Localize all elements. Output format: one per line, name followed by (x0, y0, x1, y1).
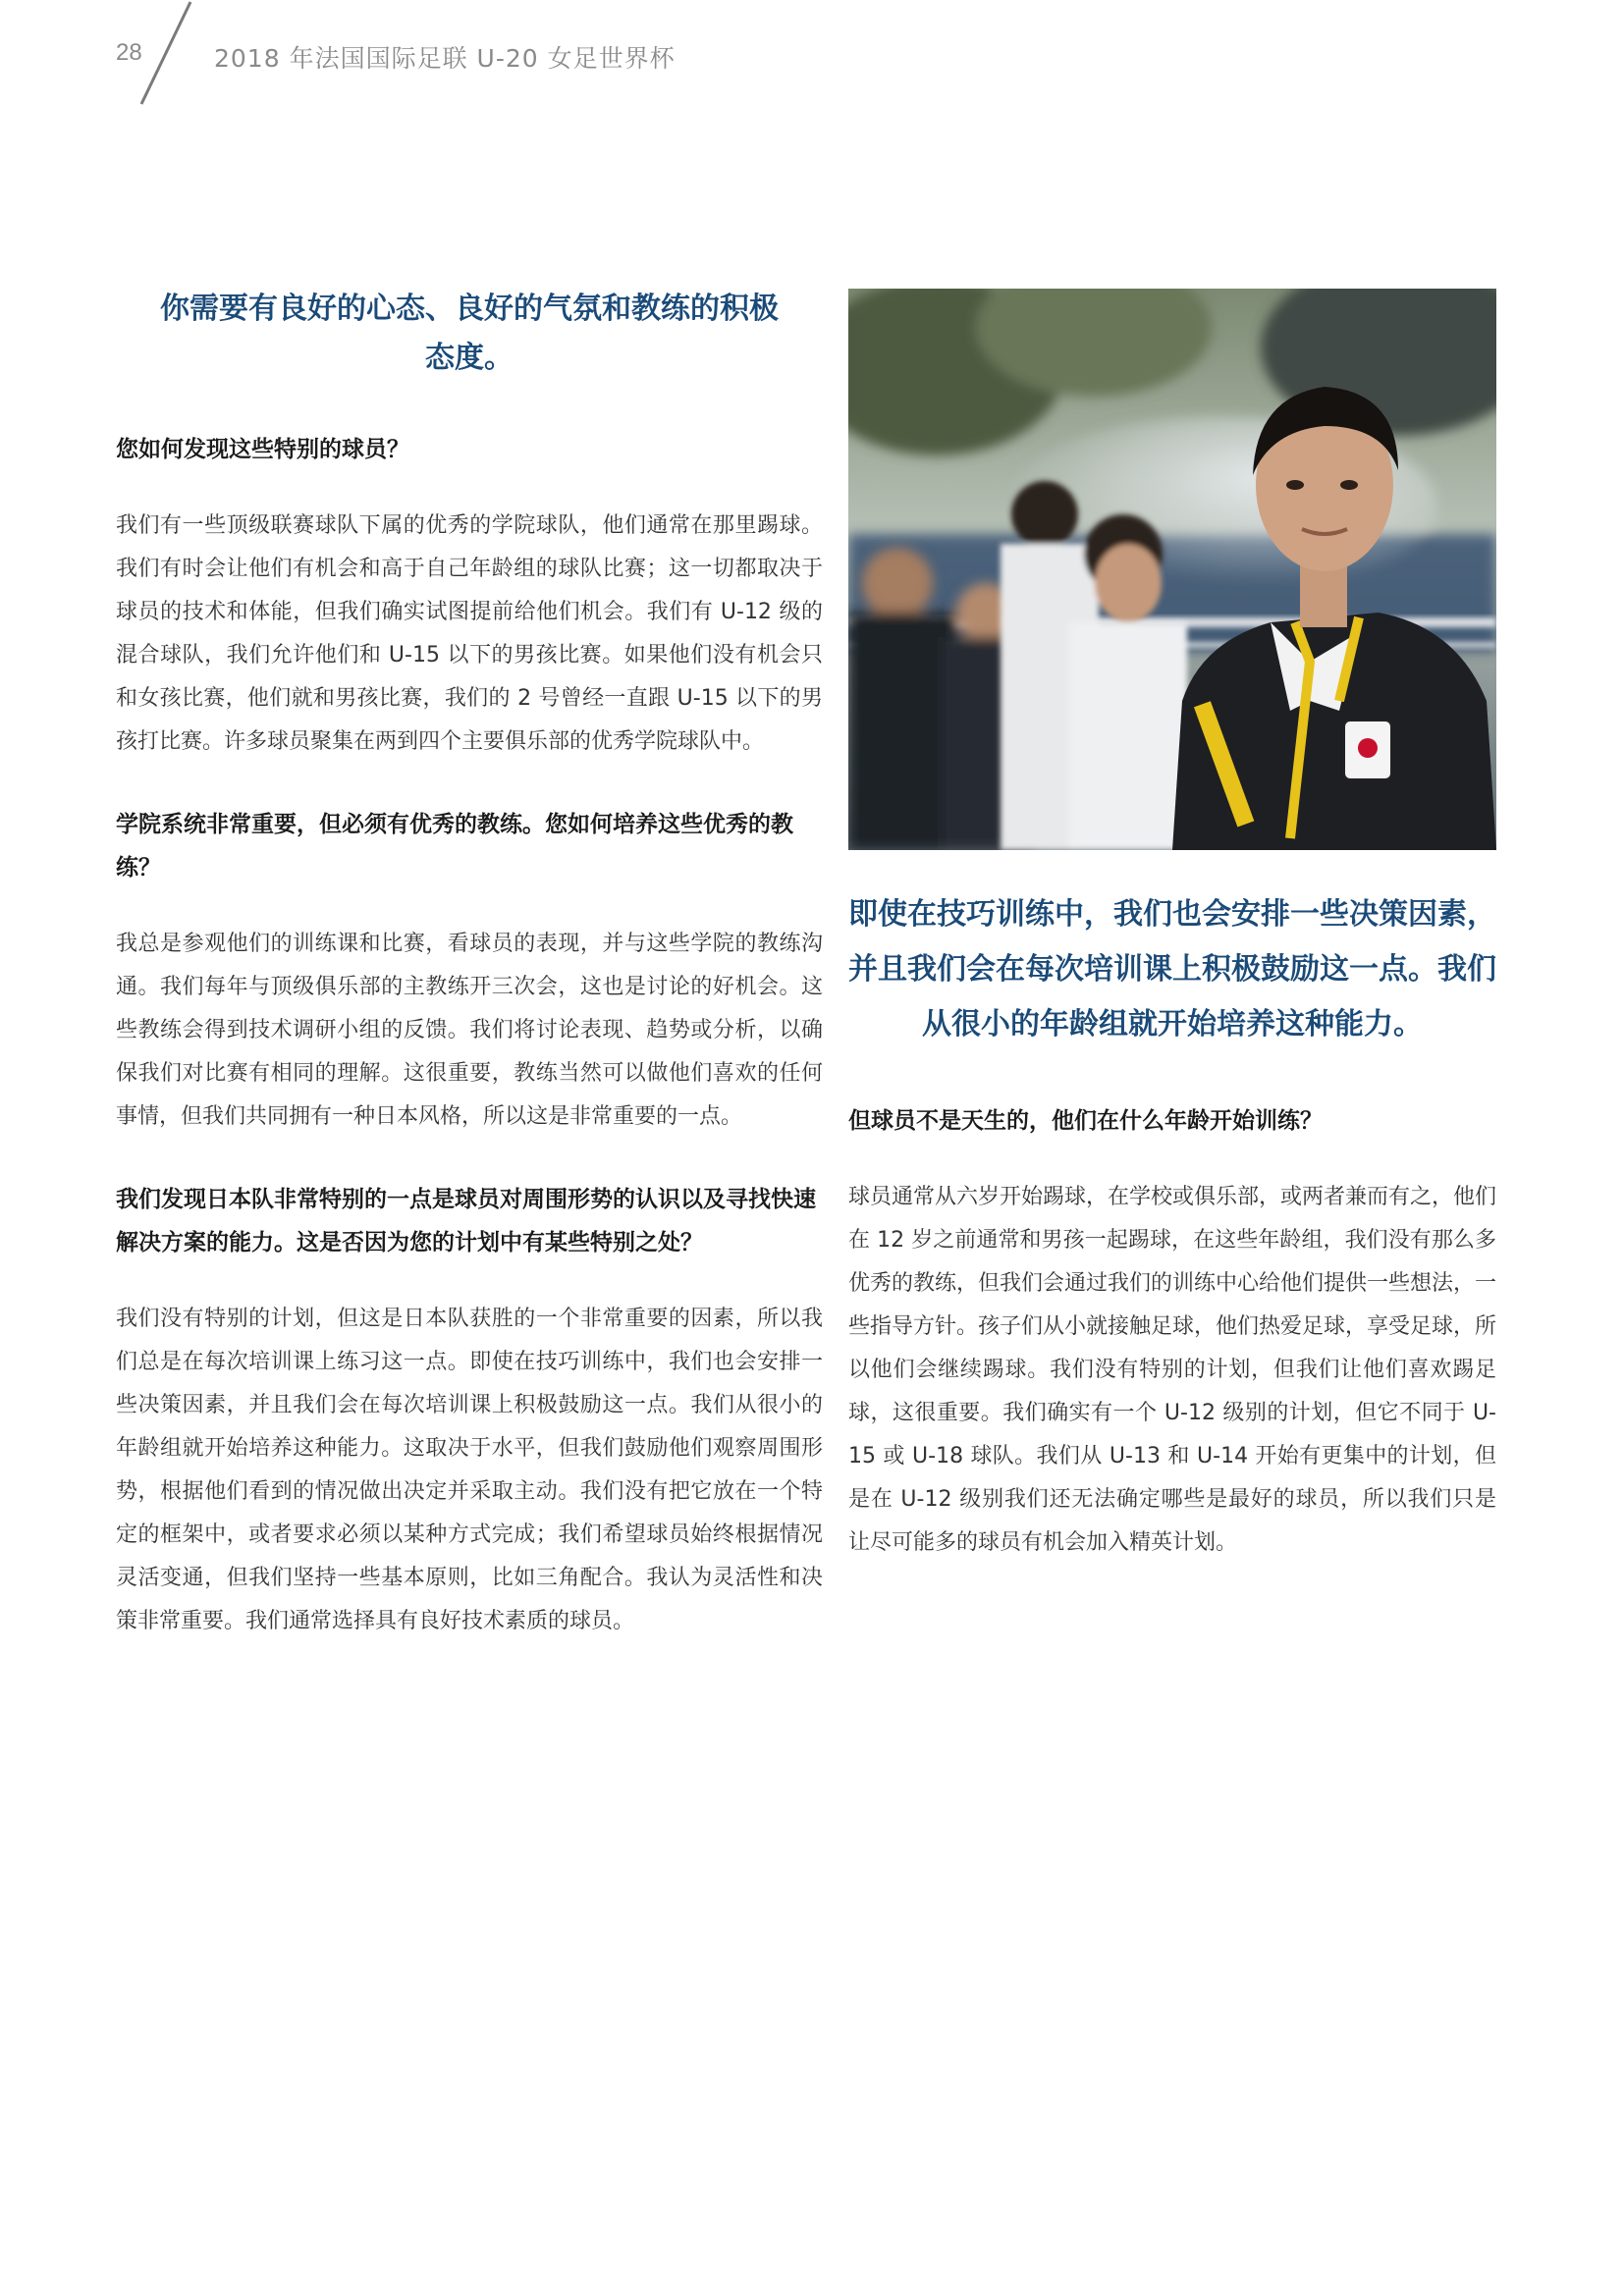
pull-quote-left-line1: 你需要有良好的心态、良好的气氛和教练的积极 (160, 292, 779, 326)
header-slash-divider (132, 0, 200, 108)
pull-quote-right-line2: 并且我们会在每次培训课上积极鼓励这一点。我们 (848, 952, 1496, 987)
pull-quote-right-line1: 即使在技巧训练中，我们也会安排一些决策因素， (848, 897, 1496, 932)
answer-1: 我们有一些顶级联赛球队下属的优秀的学院球队，他们通常在那里踢球。我们有时会让他们有机会和高于自己年龄组的球队比赛；这一切都取决于球员的技术和体能，但我们确实试图提前给他们机会。我们有 U-12 级的混合球队，我们允许他们和 U-15 以下的男孩比赛。如果他们没有机会只和女孩比赛，他们就和男孩比赛，我们的 2 号曾经一直跟 U-15 以下的男孩打比赛。许多球员聚集在两到四个主要俱乐部的优秀学院球队中。 (116, 513, 823, 754)
running-title: 2018 年法国国际足联 U-20 女足世界杯 (214, 44, 676, 73)
question-2: 学院系统非常重要，但必须有优秀的教练。您如何培养这些优秀的教练？ (116, 812, 793, 881)
right-column (848, 887, 1496, 1565)
question-4: 但球员不是天生的，他们在什么年龄开始训练？ (848, 1108, 1323, 1134)
coach-photo-illustration (848, 289, 1496, 850)
page-number: 28 (116, 39, 142, 66)
answer-3: 我们没有特别的计划，但这是日本队获胜的一个非常重要的因素，所以我们总是在每次培训课上练习这一点。即使在技巧训练中，我们也会安排一些决策因素，并且我们会在每次培训课上积极鼓励这一点。我们从很小的年龄组就开始培养这种能力。这取决于水平，但我们鼓励他们观察周围形势，根据他们看到的情况做出决定并采取主动。我们没有把它放在一个特定的框架中，或者要求必须以某种方式完成；我们希望球员始终根据情况灵活变通，但我们坚持一些基本原则，比如三角配合。我认为灵活性和决策非常重要。我们通常选择具有良好技术素质的球员。 (116, 1307, 823, 1633)
coach-photo (848, 289, 1496, 850)
answer-4: 球员通常从六岁开始踢球，在学校或俱乐部，或两者兼而有之，他们在 12 岁之前通常和男孩一起踢球，在这些年龄组，我们没有那么多优秀的教练，但我们会通过我们的训练中心给他们提供一些想法，一些指导方针。孩子们从小就接触足球，他们热爱足球，享受足球，所以他们会继续踢球。我们没有特别的计划，但我们让他们喜欢踢足球，这很重要。我们确实有一个 U-12 级别的计划，但它不同于 U-15 或 U-18 球队。我们从 U-13 和 U-14 开始有更集中的计划，但是在 U-12 级别我们还无法确定哪些是最好的球员，所以我们只是让尽可能多的球员有机会加入精英计划。 (848, 1185, 1497, 1555)
question-3: 我们发现日本队非常特别的一点是球员对周围形势的认识以及寻找快速解决方案的能力。这是否因为您的计划中有某些特别之处？ (116, 1187, 816, 1255)
pull-quote-left (116, 285, 823, 383)
pull-quote-right-line3: 从很小的年龄组就开始培养这种能力。 (922, 1007, 1423, 1041)
pull-quote-left-line2: 态度。 (425, 341, 514, 375)
question-1: 您如何发现这些特别的球员？ (116, 437, 409, 462)
answer-2: 我总是参观他们的训练课和比赛，看球员的表现，并与这些学院的教练沟通。我们每年与顶级俱乐部的主教练开三次会，这也是讨论的好机会。这些教练会得到技术调研小组的反馈。我们将讨论表现、趋势或分析，以确保我们对比赛有相同的理解。这很重要，教练当然可以做他们喜欢的任何事情，但我们共同拥有一种日本风格，所以这是非常重要的一点。 (116, 932, 823, 1129)
left-column (116, 285, 823, 1643)
pull-quote-right (848, 887, 1496, 1052)
